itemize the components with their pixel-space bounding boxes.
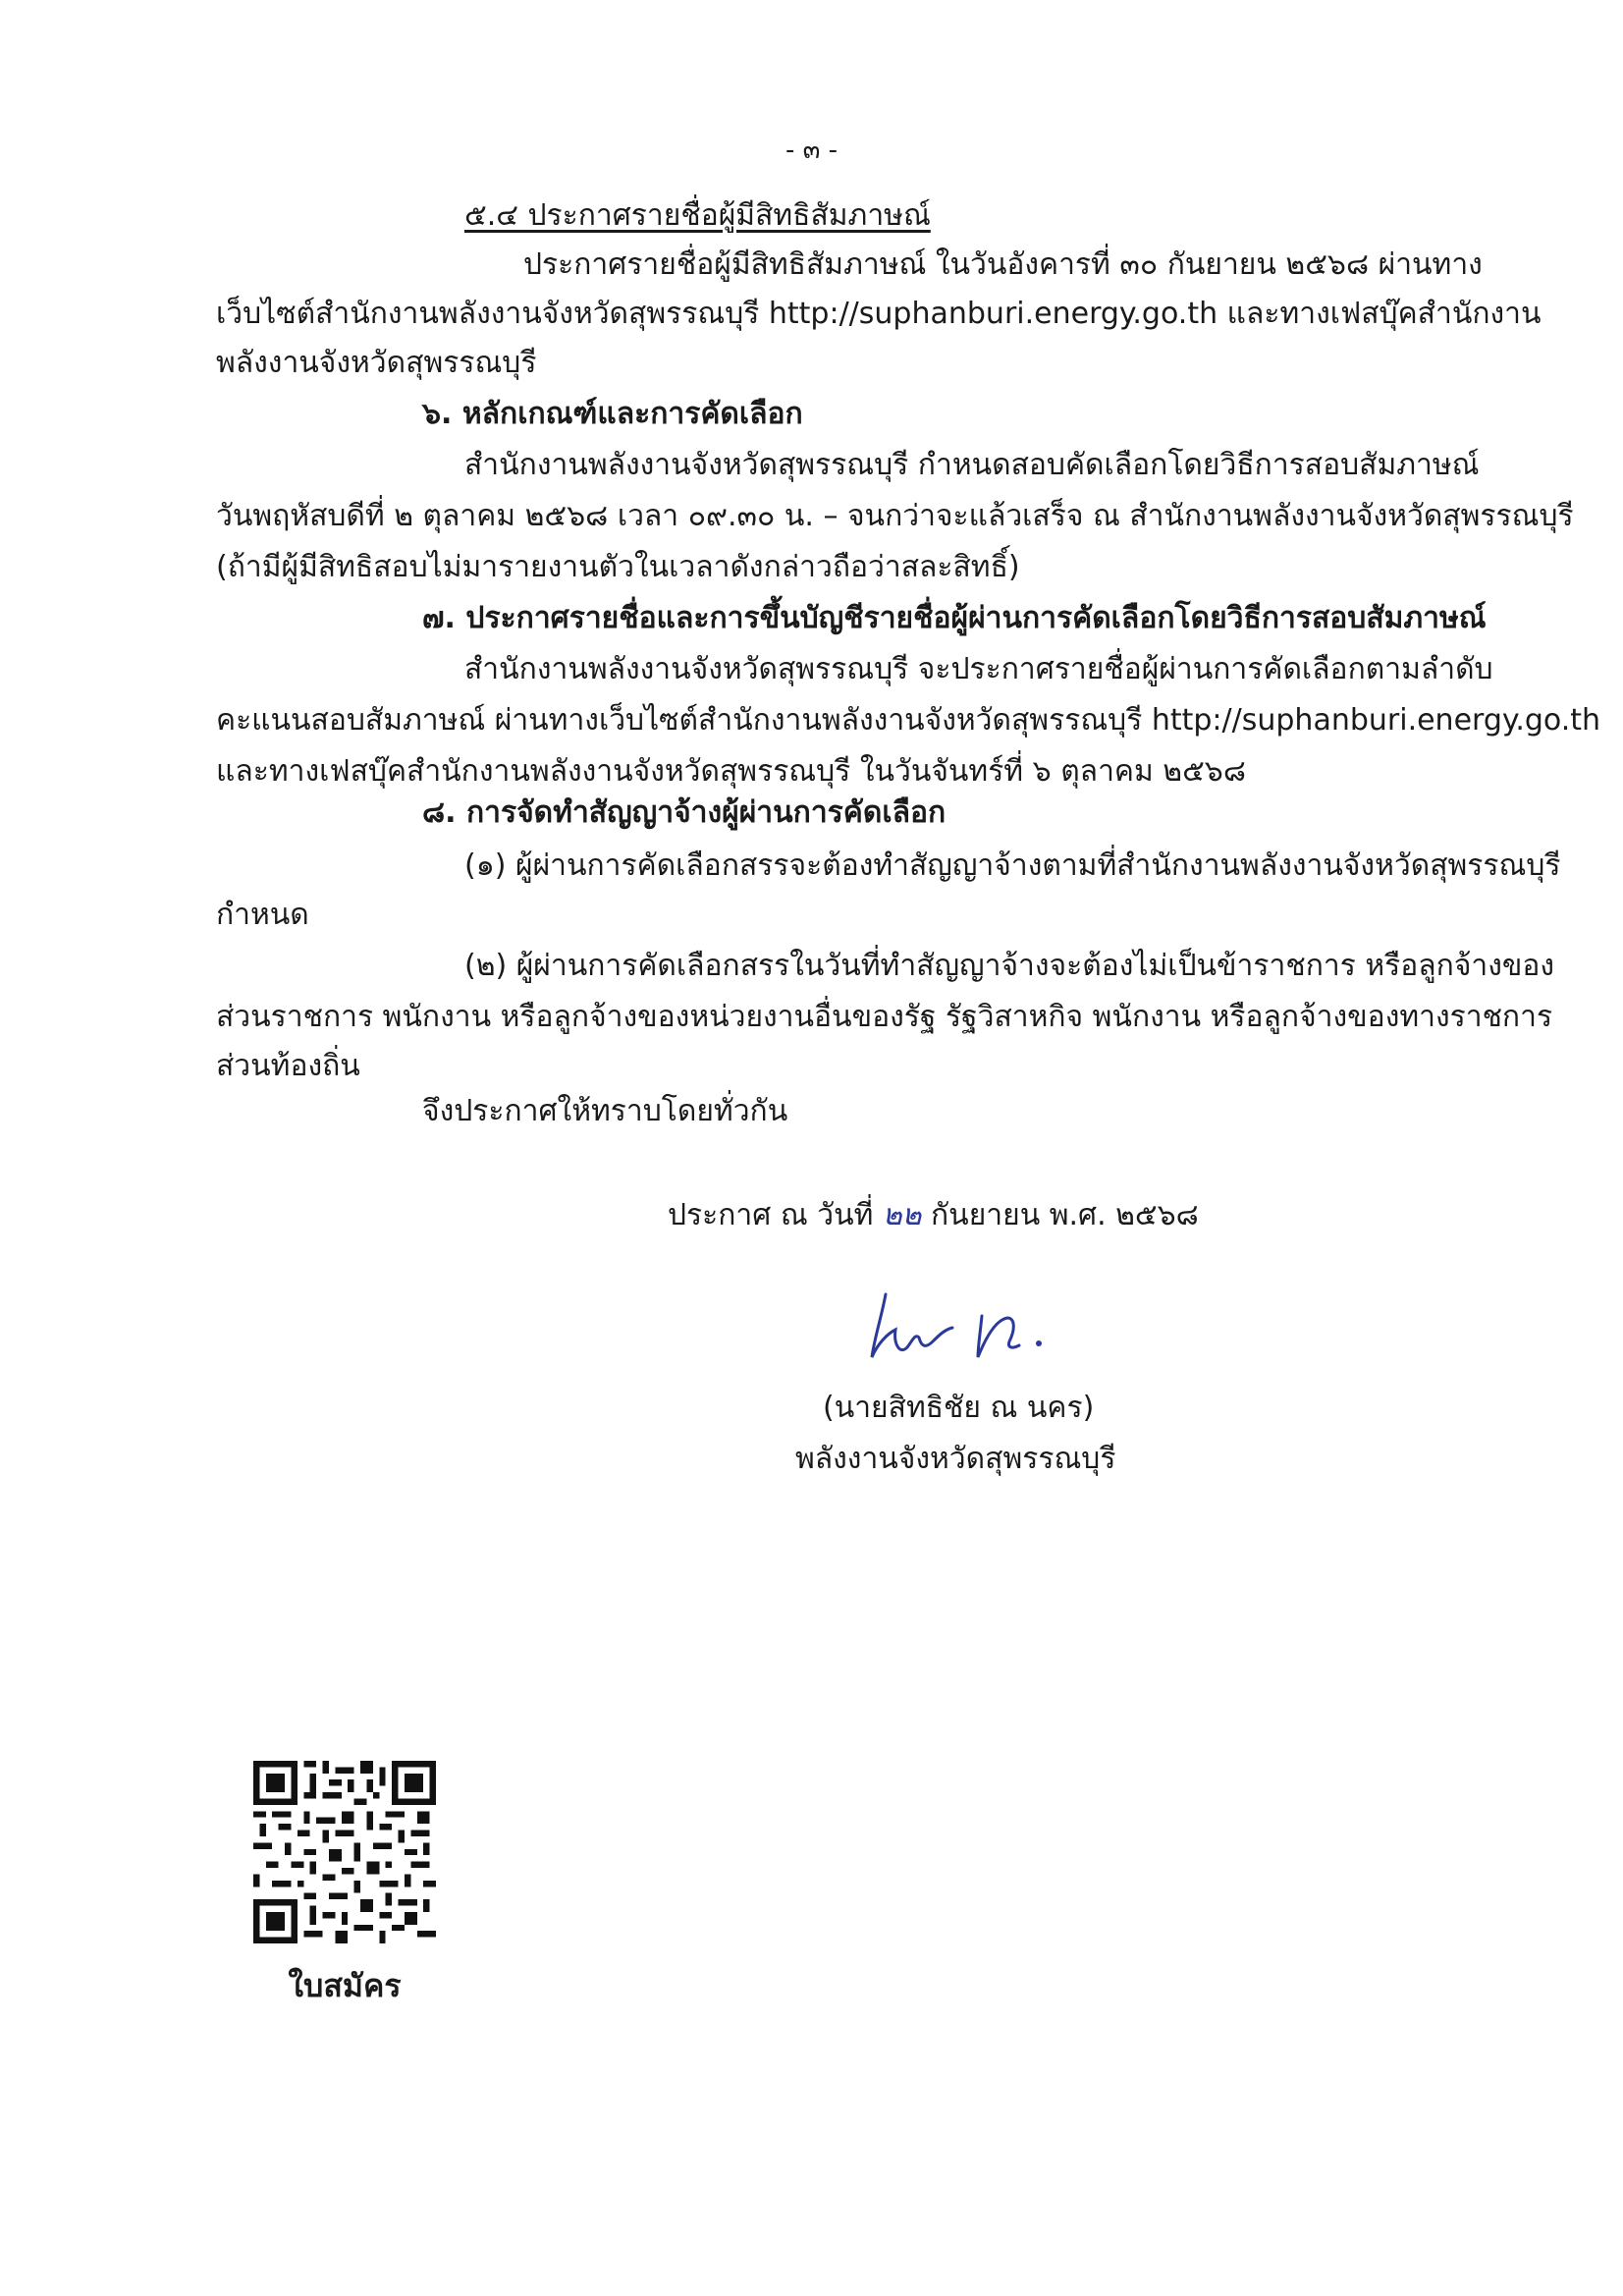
section-5-4-line-2: เว็บไซต์สำนักงานพลังงานจังหวัดสุพรรณบุรี http://suphanburi.energy.go.th และทางเฟสบุ๊คสำนักงาน — [216, 297, 1542, 331]
section-8-item-1-line-2: กำหนด — [216, 898, 309, 932]
date-prefix: ประกาศ ณ วันที่ — [668, 1198, 874, 1232]
signatory-name: (นายสิทธิชัย ณ นคร) — [823, 1391, 1095, 1425]
page-number: - ๓ - — [784, 136, 839, 165]
section-7-heading: ๗. ประกาศรายชื่อและการขึ้นบัญชีรายชื่อผู้ผ่านการคัดเลือกโดยวิธีการสอบสัมภาษณ์ — [422, 601, 1487, 635]
section-5-4-line-1: ประกาศรายชื่อผู้มีสิทธิสัมภาษณ์ ในวันอังคารที่ ๓๐ กันยายน ๒๕๖๘ ผ่านทาง — [523, 247, 1483, 282]
closing-statement: จึงประกาศให้ทราบโดยทั่วกัน — [422, 1094, 788, 1128]
section-8-item-2-line-1: (๒) ผู้ผ่านการคัดเลือกสรรในวันที่ทำสัญญาจ้างจะต้องไม่เป็นข้าราชการ หรือลูกจ้างของ — [464, 949, 1555, 983]
announcement-date — [668, 1196, 1199, 1235]
section-8-item-2-line-2: ส่วนราชการ พนักงาน หรือลูกจ้างของหน่วยงานอื่นของรัฐ รัฐวิสาหกิจ พนักงาน หรือลูกจ้างของทางราชการ — [216, 1000, 1553, 1034]
section-8-item-1-line-1: (๑) ผู้ผ่านการคัดเลือกสรรจะต้องทำสัญญาจ้างตามที่สำนักงานพลังงานจังหวัดสุพรรณบุรี — [464, 848, 1561, 883]
section-5-4-line-3: พลังงานจังหวัดสุพรรณบุรี — [216, 346, 537, 380]
section-6-heading: ๖. หลักเกณฑ์และการคัดเลือก — [422, 397, 803, 431]
section-7-line-1: สำนักงานพลังงานจังหวัดสุพรรณบุรี จะประกาศรายชื่อผู้ผ่านการคัดเลือกตามลำดับ — [464, 652, 1493, 686]
handwritten-signature — [864, 1286, 1090, 1375]
section-6-line-1: สำนักงานพลังงานจังหวัดสุพรรณบุรี กำหนดสอบคัดเลือกโดยวิธีการสอบสัมภาษณ์ — [464, 448, 1480, 482]
section-8-item-2-line-3: ส่วนท้องถิ่น — [216, 1049, 360, 1083]
section-6-line-3: (ถ้ามีผู้มีสิทธิสอบไม่มารายงานตัวในเวลาดังกล่าวถือว่าสละสิทธิ์) — [216, 550, 1020, 584]
section-6-line-2: วันพฤหัสบดีที่ ๒ ตุลาคม ๒๕๖๘ เวลา ๐๙.๓๐ น. – จนกว่าจะแล้วเสร็จ ณ สำนักงานพลังงานจังหวัดสุพรรณบุรี — [216, 499, 1574, 533]
signatory-position: พลังงานจังหวัดสุพรรณบุรี — [795, 1442, 1116, 1476]
section-5-4-heading: ๕.๔ ประกาศรายชื่อผู้มีสิทธิสัมภาษณ์ — [464, 198, 931, 233]
section-7-line-2: คะแนนสอบสัมภาษณ์ ผ่านทางเว็บไซต์สำนักงานพลังงานจังหวัดสุพรรณบุรี http://suphanburi.energy.go.th — [216, 703, 1601, 738]
application-qr-code[interactable] — [253, 1761, 436, 1943]
section-7-line-3: และทางเฟสบุ๊คสำนักงานพลังงานจังหวัดสุพรรณบุรี ในวันจันทร์ที่ ๖ ตุลาคม ๒๕๖๘ — [216, 754, 1246, 789]
qr-label: ใบสมัคร — [288, 1967, 402, 2004]
date-day-handwritten: ๒๒ — [882, 1198, 922, 1232]
section-8-heading: ๘. การจัดทำสัญญาจ้างผู้ผ่านการคัดเลือก — [422, 795, 947, 830]
date-suffix: กันยายน พ.ศ. ๒๕๖๘ — [931, 1198, 1199, 1232]
